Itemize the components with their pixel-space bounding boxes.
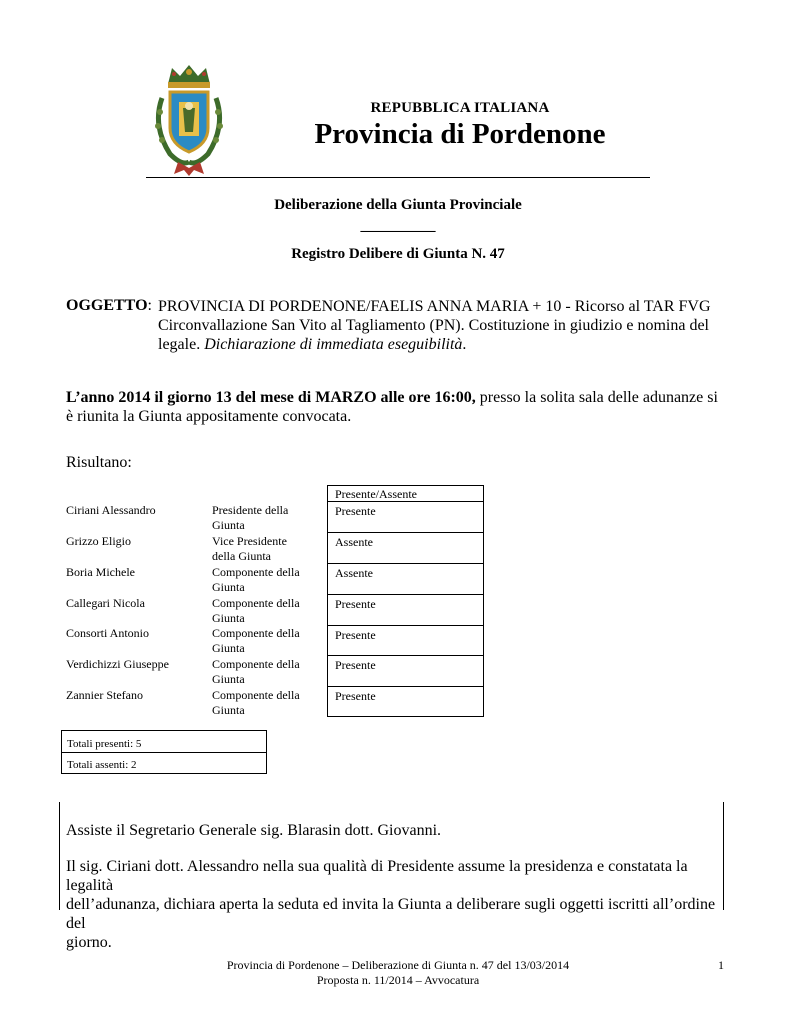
totals-present: Totali presenti: 5 — [61, 730, 267, 753]
footer-line-2: Proposta n. 11/2014 – Avvocatura — [316, 973, 480, 987]
left-margin-rule — [59, 802, 60, 910]
republic-heading: REPUBBLICA ITALIANA — [370, 100, 550, 116]
attendance-header: Presente/Assente — [327, 485, 484, 502]
member-status: Presente — [327, 594, 484, 626]
page-number: 1 — [718, 958, 724, 972]
member-role: Presidente della Giunta — [212, 503, 289, 532]
president-statement: Il sig. Ciriani dott. Alessandro nella sua qualità di Presidente assume la presidenza e constatata la legalità dell’adunanza, dichiara aperta la seduta ed invita la Giunta a deliberare sugli oggetti iscritti all’ordine del giorno. — [66, 858, 716, 951]
title-separator: __________ — [360, 218, 436, 234]
province-title: Provincia di Pordenone — [314, 118, 606, 150]
member-name: Grizzo Eligio — [66, 534, 131, 548]
member-status: Presente — [327, 686, 484, 717]
member-status: Presente — [327, 501, 484, 533]
member-role: Componente della Giunta — [212, 596, 300, 625]
footer-line-1: Provincia di Pordenone – Deliberazione di Giunta n. 47 del 13/03/2014 — [226, 958, 570, 972]
member-role: Componente della Giunta — [212, 626, 300, 655]
subject-label: OGGETTO: — [66, 297, 152, 314]
member-role: Vice Presidente della Giunta — [212, 534, 287, 563]
member-role: Componente della Giunta — [212, 565, 300, 594]
member-name: Ciriani Alessandro — [66, 503, 156, 517]
member-name: Verdichizzi Giuseppe — [66, 657, 169, 671]
member-role: Componente della Giunta — [212, 657, 300, 686]
province-emblem — [148, 62, 230, 178]
member-role: Componente della Giunta — [212, 688, 300, 717]
member-name: Callegari Nicola — [66, 596, 145, 610]
member-status: Assente — [327, 532, 484, 564]
header-divider — [146, 177, 650, 178]
session-statement: L’anno 2014 il giorno 13 del mese di MARZO alle ore 16:00, presso la solita sala delle adunanze si è riunita la Giunta appositamente convocata. — [66, 389, 718, 425]
member-status: Assente — [327, 563, 484, 595]
attendance-intro: Risultano: — [66, 454, 132, 471]
member-name: Boria Michele — [66, 565, 135, 579]
member-name: Zannier Stefano — [66, 688, 143, 702]
register-number: Registro Delibere di Giunta N. 47 — [291, 246, 505, 262]
member-status: Presente — [327, 625, 484, 656]
deliberation-title: Deliberazione della Giunta Provinciale — [274, 197, 522, 213]
member-status: Presente — [327, 655, 484, 687]
coat-of-arms-icon — [148, 62, 230, 178]
secretary-statement: Assiste il Segretario Generale sig. Blarasin dott. Giovanni. — [66, 822, 442, 839]
totals-absent: Totali assenti: 2 — [61, 752, 267, 774]
member-name: Consorti Antonio — [66, 626, 150, 640]
subject-text: PROVINCIA DI PORDENONE/FAELIS ANNA MARIA + 10 - Ricorso al TAR FVG Circonvallazione San Vito al Tagliamento (PN). Costituzione in giudizio e nomina del legale. Dichiarazione di immediata eseguibilità. — [158, 298, 711, 353]
